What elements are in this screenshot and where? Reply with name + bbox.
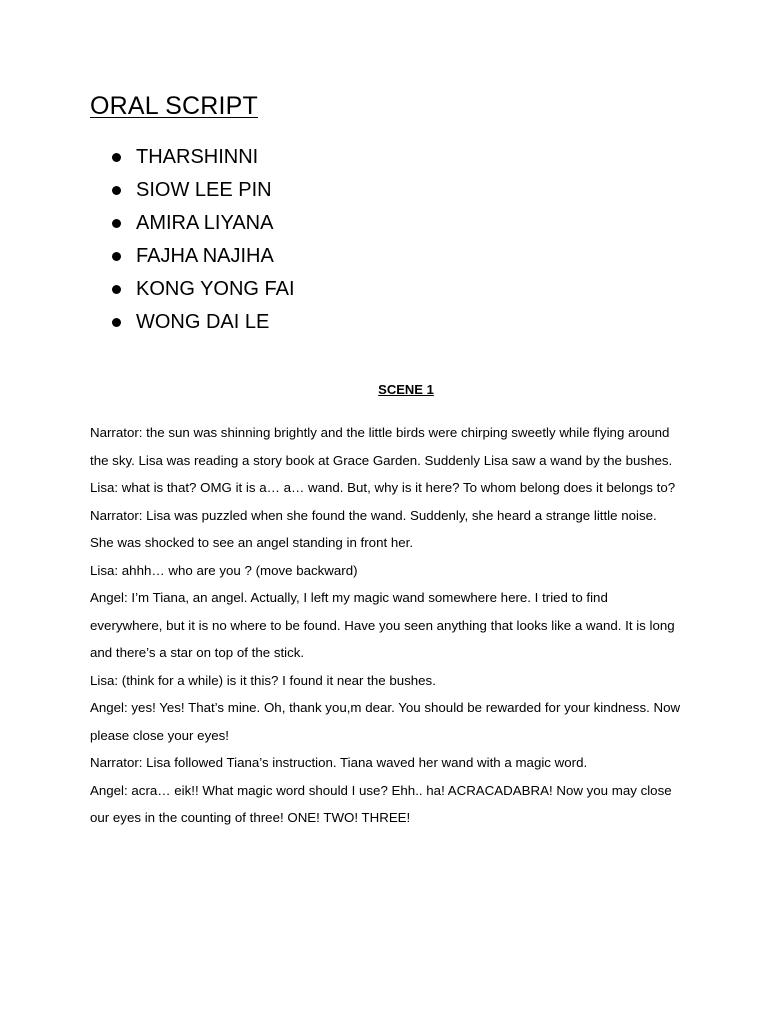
script-line: Lisa: what is that? OMG it is a… a… wand. But, why is it here? To whom belong does it belongs to? [90, 480, 676, 495]
script-line: Narrator: the sun was shinning brightly and the little birds were chirping sweetly while flying around the sky. Lisa was reading a story book at Grace Garden. Suddenly Lisa saw a wand by the bushes. [90, 425, 673, 468]
member-list [109, 141, 295, 339]
script-body [90, 419, 682, 832]
bullet-icon [112, 219, 121, 228]
document-title: ORAL SCRIPT [90, 92, 258, 120]
list-item [109, 273, 295, 306]
list-item [109, 141, 295, 174]
script-line: Angel: yes! Yes! That’s mine. Oh, thank you,m dear. You should be rewarded for your kindness. Now please close your eyes! [90, 700, 681, 743]
list-item [109, 240, 295, 273]
script-line: Angel: acra… eik!! What magic word should I use? Ehh.. ha! ACRACADABRA! Now you may close our eyes in the counting of three! ONE! TWO! THREE! [90, 782, 672, 825]
script-line: Narrator: Lisa followed Tiana’s instruction. Tiana waved her wand with a magic word. [90, 755, 588, 770]
bullet-icon [112, 186, 121, 195]
member-name: WONG DAI LE [136, 311, 270, 333]
script-line: Angel: I’m Tiana, an angel. Actually, I left my magic wand somewhere here. I tried to find everywhere, but it is no where to be found. Have you seen anything that looks like a wand. It is long and there’s a star on top of the stick. [90, 590, 675, 660]
list-item [109, 306, 295, 339]
member-name: SIOW LEE PIN [136, 179, 272, 201]
member-name: AMIRA LIYANA [136, 212, 274, 234]
bullet-icon [112, 285, 121, 294]
bullet-icon [112, 252, 121, 261]
list-item [109, 174, 295, 207]
bullet-icon [112, 153, 121, 162]
list-item [109, 207, 295, 240]
script-line: Narrator: Lisa was puzzled when she found the wand. Suddenly, she heard a strange little noise. She was shocked to see an angel standing in front her. [90, 507, 657, 550]
member-name: THARSHINNI [136, 146, 259, 168]
scene-heading: SCENE 1 [378, 382, 434, 397]
script-line: Lisa: (think for a while) is it this? I found it near the bushes. [90, 672, 436, 688]
bullet-icon [112, 318, 121, 327]
member-name: KONG YONG FAI [136, 278, 295, 300]
member-name: FAJHA NAJIHA [136, 245, 274, 267]
script-line: Lisa: ahhh… who are you ? (move backward) [90, 562, 358, 578]
